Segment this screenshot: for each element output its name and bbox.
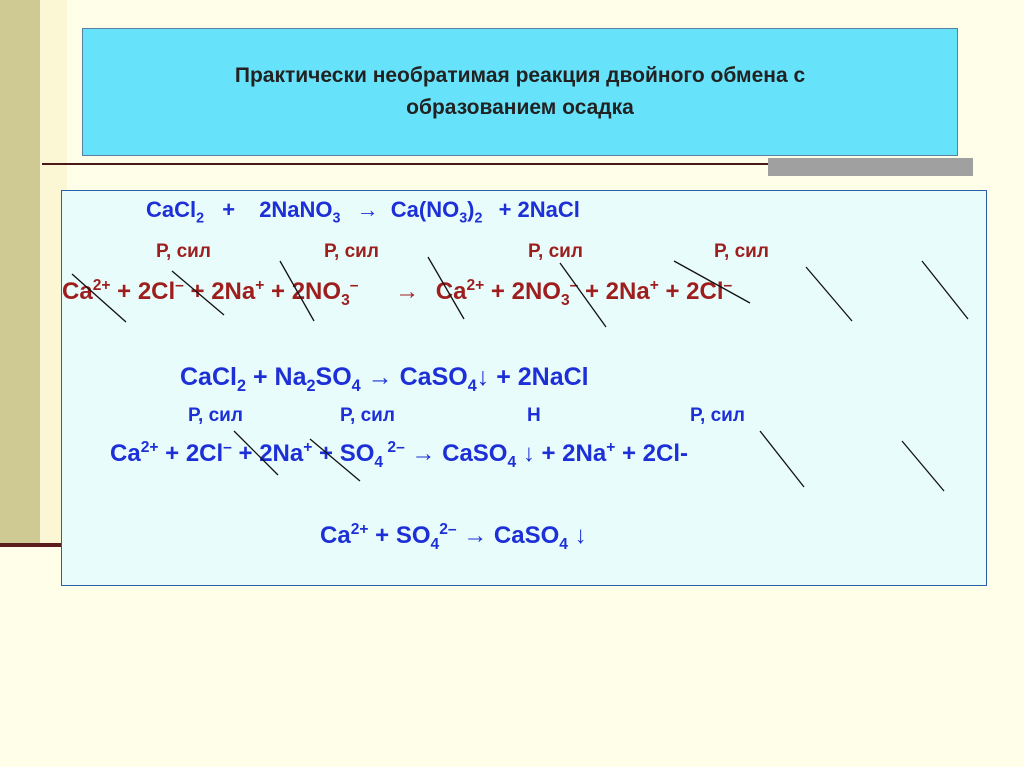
reaction2-label-2: Р, сил: [340, 405, 395, 426]
reaction2-label-4: Р, сил: [690, 405, 745, 426]
reaction1-label-4: Р, сил: [714, 241, 769, 262]
reaction1-ionic-equation: $Ca^{2+} + 2Cl^- + 2Na^+ + 2NO_3^- \to Ca^{2+} + 2NO_3^- + 2Na^+ + 2Cl^-$: [62, 277, 733, 309]
title-box: [82, 28, 958, 156]
net-ionic-equation: $Ca^{2+} + SO_4^{2-}$ → CaSO$_4$ ↓: [320, 521, 587, 553]
strike-line: [902, 441, 944, 491]
reaction1-label-3: Р, сил: [528, 241, 583, 262]
reaction2-molecular-equation: CaCl$_2$ + $Na_2SO_4$ → CaSO$_4$↓ + 2NaCl: [180, 363, 589, 395]
reaction2-label-3: Н: [527, 405, 541, 426]
reaction2-label-1: Р, сил: [188, 405, 243, 426]
side-decor-band: [0, 0, 40, 545]
side-decor-rule: [0, 543, 64, 547]
slide-title-line-2: образованием осадка: [406, 96, 634, 119]
equations-panel: [61, 190, 987, 586]
rule-accent-block: [768, 158, 973, 176]
reaction1-molecular-equation: CaCl$_2$ + 2NaNO$_3$ → $Ca(NO_3)_2$ + 2NaCl: [146, 197, 580, 227]
reaction2-ionic-equation: $Ca^{2+} + 2Cl^- + 2Na^+ + SO_4$ $^{2-}$ → CaSO$_4$ ↓ + 2Na+ + 2Cl-: [110, 439, 689, 471]
strike-line: [760, 431, 804, 487]
reaction1-label-2: Р, сил: [324, 241, 379, 262]
slide-title-line-1: Практически необратимая реакция двойного обмена с: [234, 64, 806, 87]
slide-title: [235, 60, 805, 124]
strike-line: [806, 267, 852, 321]
strike-line: [922, 261, 968, 319]
reaction1-label-1: Р, сил: [156, 241, 211, 262]
